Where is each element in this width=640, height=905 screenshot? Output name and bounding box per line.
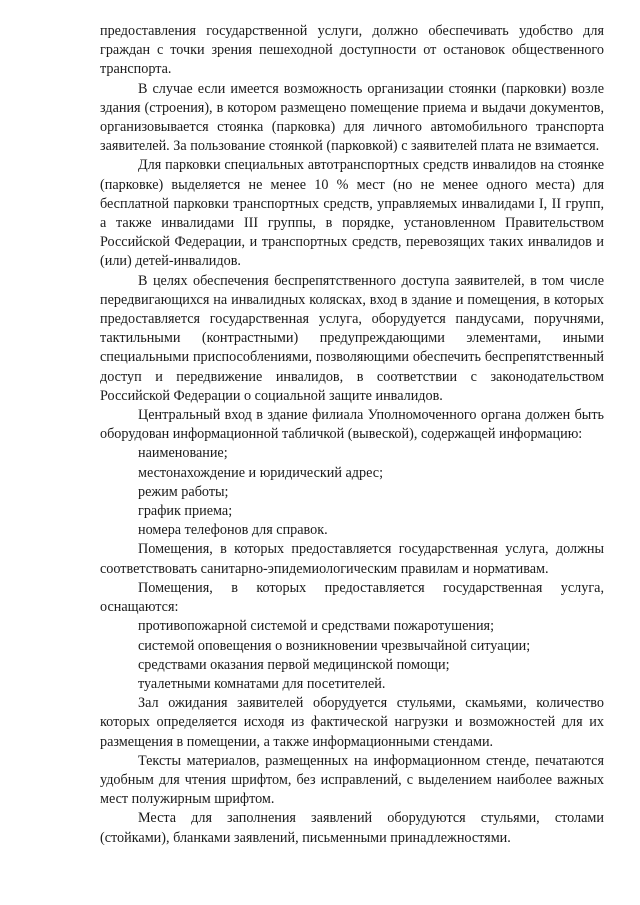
paragraph-stand-texts: Тексты материалов, размещенных на информационном стенде, печатаются удобным для чтения шрифтом, без исправлений, с выделением наиболее важных мест полужирным шрифтом. [100, 752, 604, 808]
list-item: номера телефонов для справок. [138, 522, 328, 539]
paragraph-disabled-parking: Для парковки специальных автотранспортных средств инвалидов на стоянке (парковке) выделяется не менее 10 % мест (но не менее одного места) для бесплатной парковки транспортных средств, управляемых инвалидами I, II групп, а также инвалидами III группы, в порядке, установленном Правительством Российской Федерации, и транспортных средств, перевозящих таких инвалидов и (или) детей-инвалидов. [100, 157, 604, 270]
list-item: местонахождение и юридический адрес; [138, 464, 384, 481]
list-item: средствами оказания первой медицинской помощи; [138, 656, 450, 673]
paragraph-filling-places: Места для заполнения заявлений оборудуются стульями, столами (стойками), бланками заявлений, письменными принадлежностями. [100, 810, 604, 846]
paragraph-parking: В случае если имеется возможность организации стоянки (парковки) возле здания (строения), в котором размещено помещение приема и выдачи документов, организовывается стоянка (парковка) для личного автомобильного транспорта заявителей. За пользование стоянкой (парковкой) с заявителей плата не взимается. [100, 80, 604, 155]
list-item: системой оповещения о возникновении чрезвычайной ситуации; [138, 637, 531, 654]
document-page [100, 22, 604, 848]
paragraph-equipment: Помещения, в которых предоставляется государственная услуга, оснащаются: [100, 579, 604, 616]
list-item: график приема; [138, 503, 233, 520]
paragraph-entrance-sign: Центральный вход в здание филиала Уполномоченного органа должен быть оборудован информационной табличкой (вывеской), содержащей информацию: [100, 407, 604, 443]
list-item: туалетными комнатами для посетителей. [138, 675, 386, 692]
paragraph-sanitary: Помещения, в которых предоставляется государственная услуга, должны соответствовать санитарно-эпидемиологическим правилам и нормативам. [100, 541, 604, 577]
paragraph-waiting-hall: Зал ожидания заявителей оборудуется стульями, скамьями, количество которых определяется исходя из фактической нагрузки и возможностей для их размещения в помещении, а также информационными стендами. [100, 695, 604, 750]
list-item: режим работы; [138, 483, 229, 500]
list-item: противопожарной системой и средствами пожаротушения; [138, 618, 495, 635]
list-item: наименование; [138, 445, 228, 462]
paragraph-accessibility: В целях обеспечения беспрепятственного доступа заявителей, в том числе передвигающихся на инвалидных колясках, вход в здание и помещения, в которых предоставляется государственная услуга, оборудуется пандусами, поручнями, тактильными (контрастными) предупреждающими элементами, иными специальными приспособлениями, позволяющими обеспечить беспрепятственный доступ и передвижение инвалидов, в соответствии с законодательством Российской Федерации о социальной защите инвалидов. [100, 272, 604, 404]
paragraph-continuation: предоставления государственной услуги, должно обеспечивать удобство для граждан с точки зрения пешеходной доступности от остановок общественного транспорта. [100, 23, 604, 78]
